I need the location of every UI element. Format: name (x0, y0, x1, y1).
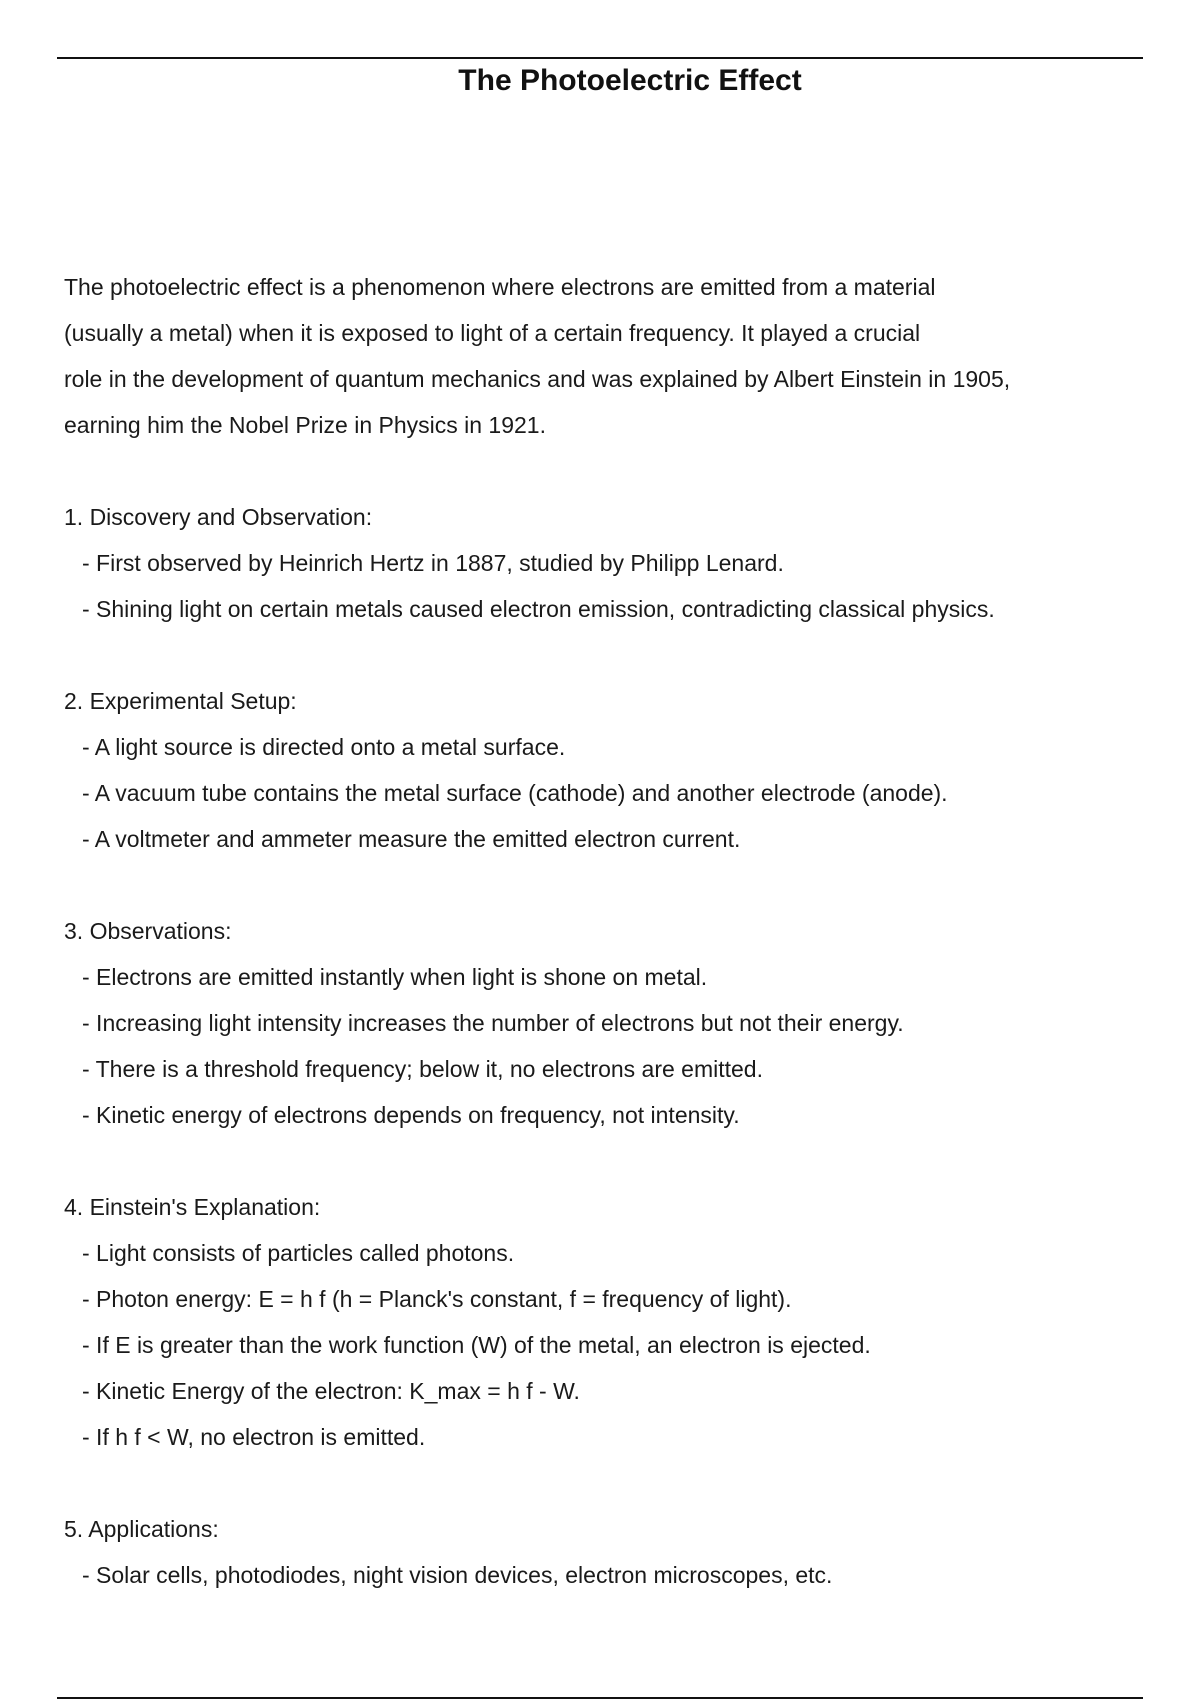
bullet-list (64, 540, 1144, 632)
bullet-item: - A light source is directed onto a metal surface. (82, 734, 566, 760)
intro-paragraph (64, 264, 1144, 448)
section-heading: 4. Einstein's Explanation: (64, 1194, 321, 1220)
bullet-item: - Kinetic energy of electrons depends on frequency, not intensity. (82, 1102, 740, 1128)
intro-line: The photoelectric effect is a phenomenon where electrons are emitted from a material (64, 274, 936, 300)
section-experimental-setup (64, 678, 1144, 862)
bullet-item: - Electrons are emitted instantly when light is shone on metal. (82, 964, 708, 990)
bullet-item: - Photon energy: E = h f (h = Planck's constant, f = frequency of light). (82, 1286, 792, 1312)
section-heading: 3. Observations: (64, 918, 232, 944)
page-title: The Photoelectric Effect (458, 64, 802, 97)
bullet-item: - A vacuum tube contains the metal surface (cathode) and another electrode (anode). (82, 780, 948, 806)
bottom-rule (57, 1697, 1143, 1699)
bullet-list (64, 724, 1144, 862)
section-heading: 1. Discovery and Observation: (64, 504, 373, 530)
section-discovery (64, 494, 1144, 632)
bullet-item: - If h f < W, no electron is emitted. (82, 1424, 426, 1450)
bullet-list (64, 954, 1144, 1138)
section-observations (64, 908, 1144, 1138)
bullet-item: - Solar cells, photodiodes, night vision devices, electron microscopes, etc. (82, 1562, 833, 1588)
top-rule (57, 57, 1143, 59)
bullet-item: - Kinetic Energy of the electron: K_max = h f - W. (82, 1378, 580, 1404)
bullet-list (64, 1230, 1144, 1460)
section-applications (64, 1506, 1144, 1598)
section-heading: 5. Applications: (64, 1516, 219, 1542)
intro-line: role in the development of quantum mechanics and was explained by Albert Einstein in 1905, (64, 366, 1011, 392)
bullet-item: - Light consists of particles called photons. (82, 1240, 515, 1266)
bullet-item: - Increasing light intensity increases the number of electrons but not their energy. (82, 1010, 904, 1036)
intro-line: (usually a metal) when it is exposed to light of a certain frequency. It played a crucial (64, 320, 921, 346)
bullet-item: - First observed by Heinrich Hertz in 1887, studied by Philipp Lenard. (82, 550, 784, 576)
bullet-item: - If E is greater than the work function (W) of the metal, an electron is ejected. (82, 1332, 871, 1358)
bullet-item: - There is a threshold frequency; below it, no electrons are emitted. (82, 1056, 763, 1082)
document-body (64, 264, 1144, 1598)
section-einstein-explanation (64, 1184, 1144, 1460)
bullet-list (64, 1552, 1144, 1598)
intro-line: earning him the Nobel Prize in Physics in 1921. (64, 412, 546, 438)
bullet-item: - Shining light on certain metals caused electron emission, contradicting classical physics. (82, 596, 995, 622)
section-heading: 2. Experimental Setup: (64, 688, 297, 714)
bullet-item: - A voltmeter and ammeter measure the emitted electron current. (82, 826, 741, 852)
